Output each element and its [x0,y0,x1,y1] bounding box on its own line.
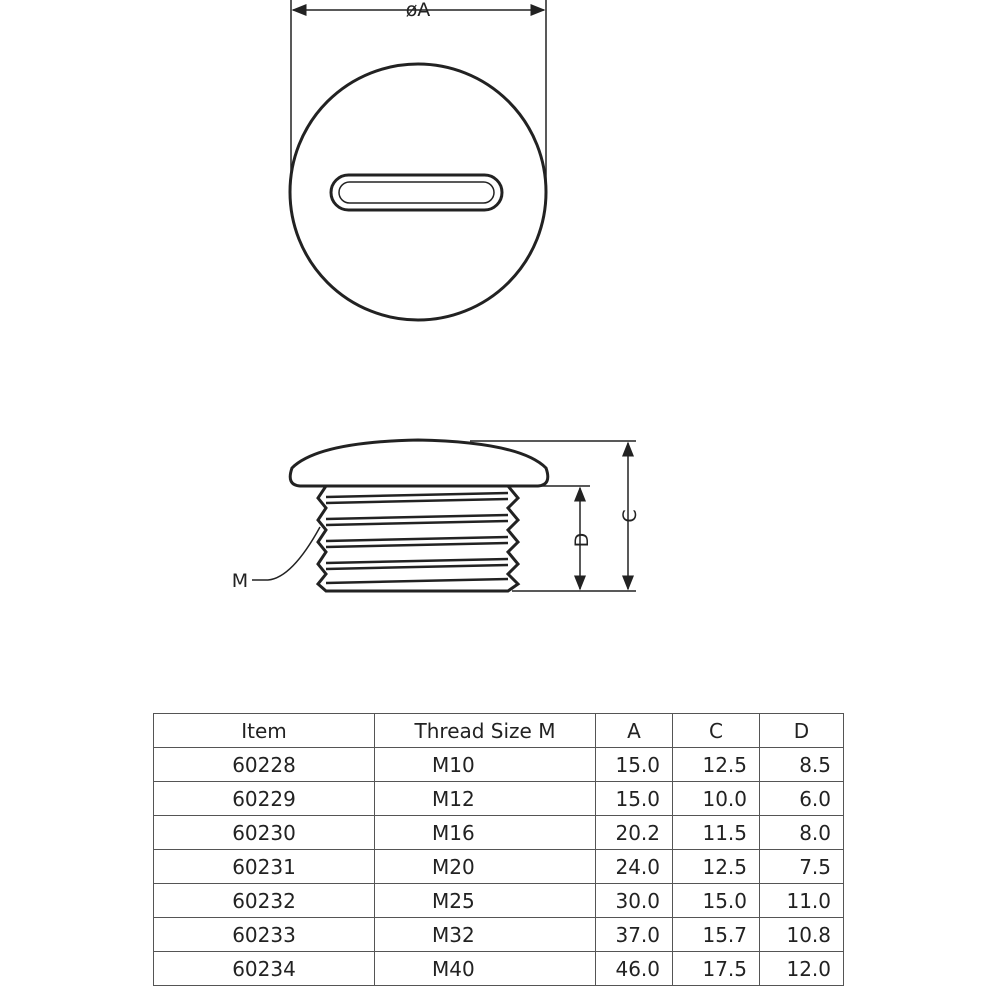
cell-c: 15.7 [673,918,760,952]
thread-leader-line [252,527,320,580]
cell-d: 8.0 [760,816,844,850]
table-row [154,918,844,952]
cell-item: 60231 [154,850,375,884]
cell-a: 24.0 [596,850,673,884]
cell-item: 60232 [154,884,375,918]
table-row [154,952,844,986]
table-header-row [154,714,844,748]
header-item: Item [154,714,375,748]
table-row [154,748,844,782]
cell-d: 8.5 [760,748,844,782]
cell-item: 60228 [154,748,375,782]
cell-c: 15.0 [673,884,760,918]
cell-a: 15.0 [596,748,673,782]
side-view [232,440,641,592]
cell-thread-size: M12 [375,782,596,816]
table-row [154,850,844,884]
top-view [290,0,546,320]
specification-table [153,713,844,986]
table-row [154,816,844,850]
cell-thread-size: M25 [375,884,596,918]
cell-thread-size: M32 [375,918,596,952]
cell-a: 15.0 [596,782,673,816]
cell-thread-size: M40 [375,952,596,986]
height-label: C [619,509,641,523]
cell-thread-size: M16 [375,816,596,850]
cell-d: 7.5 [760,850,844,884]
thread-length-label: D [571,532,593,548]
cell-thread-size: M20 [375,850,596,884]
cell-a: 30.0 [596,884,673,918]
cell-c: 12.5 [673,850,760,884]
header-thread-size: Thread Size M [375,714,596,748]
thread-label: M [231,570,249,592]
cell-item: 60230 [154,816,375,850]
cell-a: 37.0 [596,918,673,952]
diameter-label: øA [405,0,431,21]
cell-item: 60233 [154,918,375,952]
cell-item: 60229 [154,782,375,816]
cell-item: 60234 [154,952,375,986]
cell-d: 11.0 [760,884,844,918]
cell-c: 10.0 [673,782,760,816]
header-d: D [760,714,844,748]
table-body [154,748,844,986]
cell-a: 20.2 [596,816,673,850]
cell-c: 12.5 [673,748,760,782]
header-c: C [673,714,760,748]
cell-d: 6.0 [760,782,844,816]
table-row [154,782,844,816]
cell-d: 12.0 [760,952,844,986]
cell-c: 17.5 [673,952,760,986]
cell-d: 10.8 [760,918,844,952]
cap-head [290,440,548,486]
cell-c: 11.5 [673,816,760,850]
cell-a: 46.0 [596,952,673,986]
header-a: A [596,714,673,748]
screwdriver-slot-outer [331,175,502,210]
cell-thread-size: M10 [375,748,596,782]
table-row [154,884,844,918]
